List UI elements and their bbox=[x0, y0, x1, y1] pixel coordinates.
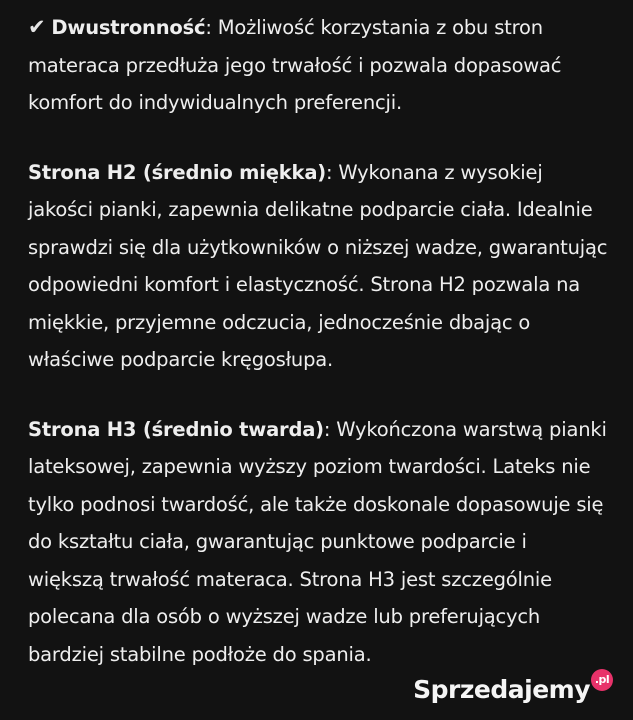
paragraph-text: Wykończona warstwą pianki lateksowej, zapewnia wyższy poziom twardości. Lateks nie tylko podnosi twardość, ale także doskonale dopasowuje się do kształtu ciała, gwarantując punktowe podparcie i większą trwałość materaca. Strona H3 jest szczególnie polecana dla osób o wyższej wadze lub preferujących bardziej stabilne podłoże do spania. bbox=[28, 417, 607, 666]
paragraph-separator: : bbox=[323, 417, 331, 441]
paragraph-separator: : bbox=[326, 160, 333, 184]
paragraph-text: Wykonana z wysokiej jakości pianki, zapewnia delikatne podparcie ciała. Idealnie sprawdzi się dla użytkowników o niższej wadze, gwarantując odpowiedni komfort i elastyczność. Strona H2 pozwala na miękkie, przyjemne odczucia, jednocześnie dbając o właściwe podparcie kręgosłupa. bbox=[28, 160, 608, 371]
paragraph-title: Strona H3 (średnio twarda) bbox=[28, 417, 324, 441]
paragraph-dwustronnosc bbox=[28, 9, 608, 122]
description-content bbox=[28, 9, 608, 705]
paragraph-text: Możliwość korzystania z obu stron materaca przedłuża jego trwałość i pozwala dopasować komfort do indywidualnych preferencji. bbox=[28, 16, 562, 114]
paragraph-strona-h3 bbox=[28, 411, 608, 674]
paragraph-separator: : bbox=[205, 16, 212, 39]
paragraph-title: Strona H2 (średnio miękka) bbox=[28, 160, 326, 184]
watermark-pl-badge: .pl bbox=[591, 669, 613, 691]
paragraph-strona-h2 bbox=[28, 154, 608, 379]
paragraph-title: Dwustronność bbox=[51, 16, 206, 39]
watermark-text: Sprzedajemy bbox=[413, 675, 590, 704]
sprzedajemy-watermark-logo bbox=[413, 675, 613, 704]
check-icon: ✔ bbox=[28, 15, 46, 39]
